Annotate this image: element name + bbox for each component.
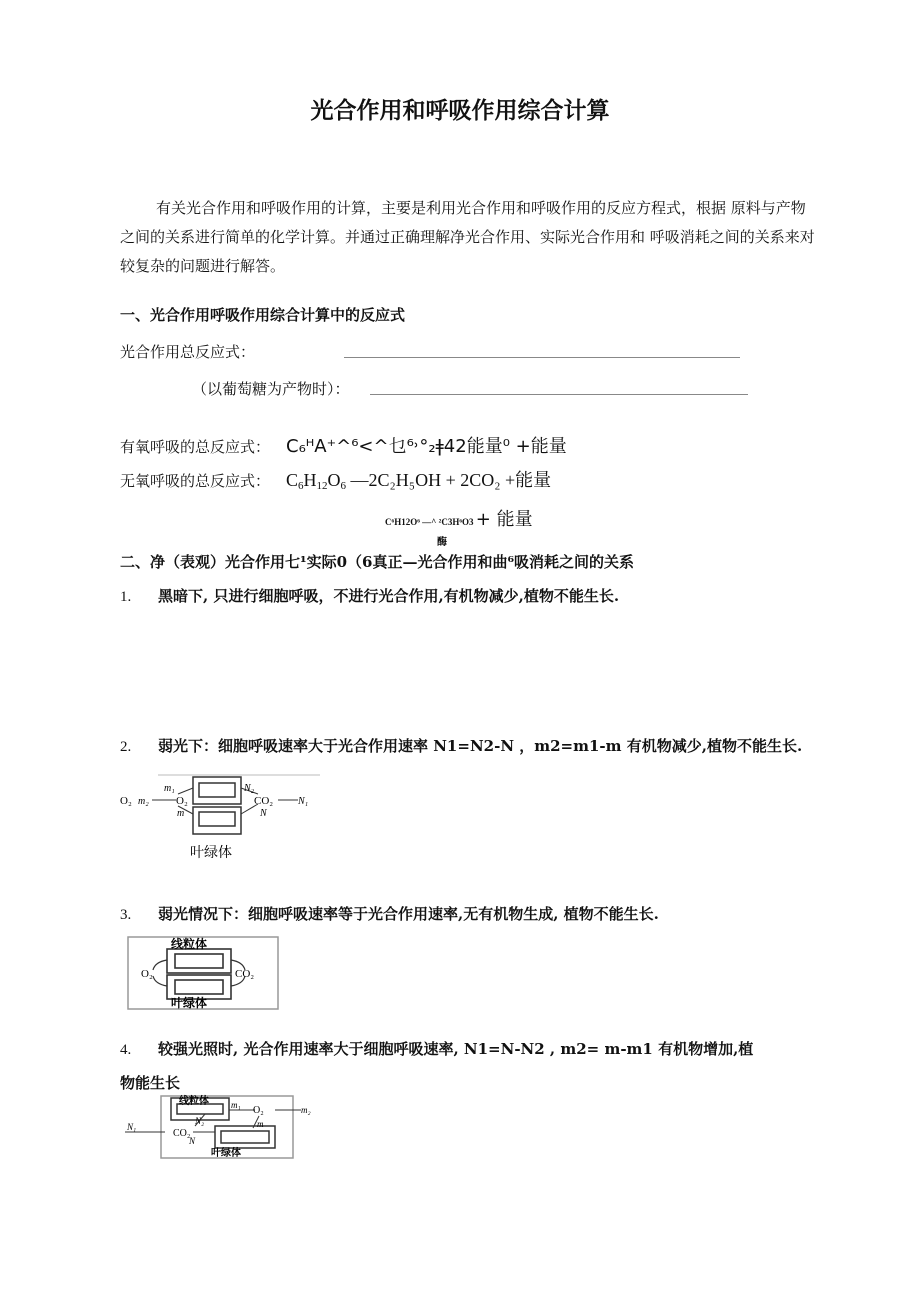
glucose-blank	[370, 394, 748, 395]
m-label: m	[257, 1119, 264, 1129]
aerobic-label: 有氧呼吸的总反应式：	[120, 438, 271, 456]
chloroplast-label: 叶绿体	[171, 996, 208, 1010]
anaerobic-equation-lactic: C⁶H12O⁶ —^ ²C3H⁶O3 + 能量	[385, 509, 533, 530]
diagram-strong-light	[125, 1094, 320, 1160]
o2-label: O₂	[141, 968, 153, 980]
list-item: 4. 较强光照时, 光合作用速率大于细胞呼吸速率, N1=N-N2 , m2= m-m1 有机物增加,植	[120, 1040, 754, 1058]
chloroplast-label: 叶绿体	[190, 846, 232, 861]
n1-label: N₁	[298, 796, 309, 807]
section1-heading: 一、光合作用呼吸作用综合计算中的反应式	[120, 306, 406, 324]
glucose-label: （以葡萄糖为产物时）：	[192, 380, 350, 398]
n1-label: N₁	[127, 1122, 137, 1132]
mitochondria-label: 线粒体	[179, 1096, 209, 1107]
o2-label: O₂	[120, 795, 132, 807]
co2-label: CO₂	[173, 1128, 191, 1139]
co2-label: CO₂	[235, 968, 255, 980]
n-label: N	[260, 808, 267, 819]
page-title: 光合作用和呼吸作用综合计算	[310, 97, 610, 124]
n2-label: N₂	[244, 783, 255, 794]
m1-label: m₁	[231, 1100, 241, 1110]
aerobic-equation: C₆ᴴA⁺^⁶<^乜⁶˒°₂ǂ42能量⁰ +能量	[286, 436, 567, 457]
photosynthesis-label: 光合作用总反应式：	[120, 343, 256, 361]
m-label: m	[177, 808, 185, 819]
section2-heading: 二、净（表观）光合作用七¹实际0（6真正—光合作用和曲⁶吸消耗之间的关系	[120, 553, 635, 571]
o2-inner-label: O₂	[176, 795, 188, 807]
m2-label: m₂	[301, 1105, 311, 1115]
diagram-weak-light-equal	[127, 936, 279, 1010]
m1-label: m₁	[164, 783, 175, 794]
anaerobic-label: 无氧呼吸的总反应式：	[120, 472, 271, 490]
o2-label: O₂	[253, 1105, 264, 1116]
co2-label: CO₂	[254, 795, 274, 807]
anaerobic-equation: $C_6H_{12}O_6$ —2C₂H₅OH + 2CO₂ +能量	[286, 470, 552, 492]
n2-label: N₂	[195, 1116, 205, 1126]
diagram-weak-light-respiration-greater	[120, 774, 320, 864]
m2-label: m₂	[138, 796, 149, 807]
list-item: 1. 黑暗下, 只进行细胞呼吸，不进行光合作用,有机物减少,植物不能生长.	[120, 587, 620, 605]
intro-paragraph: 有关光合作用和呼吸作用的计算，主要是利用光合作用和呼吸作用的反应方程式，根据 原料与产物之间的关系进行简单的化学计算。并通过正确理解净光合作用、实际光合作用和 呼吸消耗之间的关系来对较复杂的问题进行解答。	[120, 199, 815, 275]
enzyme-label: 酶	[437, 537, 447, 548]
mitochondria-label: 线粒体	[171, 937, 208, 951]
chloroplast-label: 叶绿体	[211, 1148, 241, 1159]
list-item: 2. 弱光下：细胞呼吸速率大于光合作用速率 N1=N2-N ，m2=m1-m 有机物减少,植物不能生长.	[120, 737, 803, 755]
list-item: 3. 弱光情况下：细胞呼吸速率等于光合作用速率,无有机物生成, 植物不能生长.	[120, 905, 659, 923]
n-label: N	[189, 1136, 196, 1146]
list-item-continuation: 物能生长	[120, 1074, 181, 1092]
photosynthesis-blank	[344, 357, 740, 358]
